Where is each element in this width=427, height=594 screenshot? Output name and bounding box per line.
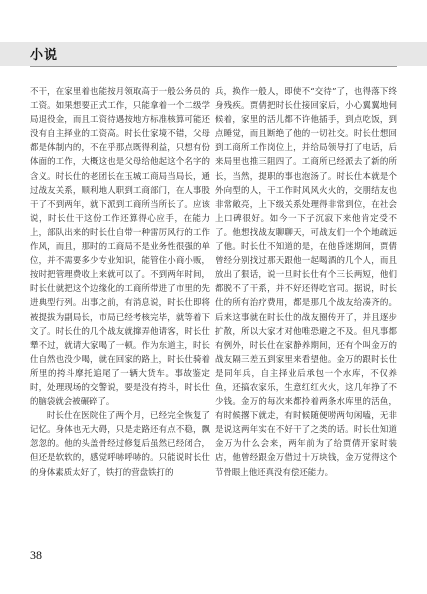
page-number: 38 — [30, 548, 42, 562]
paragraph-right-1: 兵，换作一般人，即使不“交待”了，也得落下终身残疾。贾倩把时长仕接回家后，小心翼翼地伺候着，家里的活儿都不许他插手，到点吃饭，到点睡觉，而且断绝了他的一切社交。时长仕想回到工商所工作岗位上，并给局领导打了电话，后来局里也推三阻四了。工商所已经派去了新的所长，当然，提职的事也泡汤了。时长仕本就是个外向型的人，干工作时风风火火的，交朋结友也非常敞亮，上下级关系处理得非常到位，在社会上口碑很好。如今一下子沉寂下来他肯定受不了。他想找战友聊聊天，可战友们一个个地疏远了他。时长仕不知道的是，在他昏迷期间，贾倩曾经分别找过那天跟他一起喝酒的几个人，而且放出了狠话，说一旦时长仕有个三长两短，他们都脱不了干系，并不好还得吃官司。据说，时长仕的所有治疗费用，都是那几个战友给凑齐的。后来这事就在时长仕的战友圈传开了，并且逐步扩散，所以大家才对他唯恐避之不及。但凡事都有例外，时长仕在家静养期间，还有个叫金万的战友隔三差五到家里来看望他。金万的跟时长仕是同年兵，自主择业后承包一个水库，不仅养鱼，还搞农家乐，生意红红火火，这几年挣了不少钱。金万的每次来都拎着两条水库里的活鱼，有时候撂下就走，有时候随便唠两句闲嗑，无非是说这两年实在不好干了之类的话。时长仕知道金万为什么会来，两年前为了给贾倩开家时装店，他曾经跟金万借过十万块钱，金万觉得这个节骨眼上他还真没有偿还能力。 — [215, 86, 397, 477]
paragraph-left-2: 时长仕在医院住了两个月，已经完全恢复了记忆。身体也无大碍，只是走路还有点不稳，飘忽忽的。他的头盖骨经过修复后虽然已经闭合，但还是软软的，感觉呼哧呼哧的。只能说时长仕的身体素质太好了，铁打的营盘铁打的 — [30, 410, 210, 477]
section-label: 小说 — [30, 48, 59, 63]
header-band — [0, 42, 427, 66]
paragraph-left-1: 不干，在家里着也能按月领取高于一般公务员的工资。如果想要正式工作，只能拿着一个二级学局退役金，而且工资待遇按地方标准核算可能还没有自主择业的工资高。时长仕家境不错，父母都是体制内的，不在乎那点既得利益，只想有份体面的工作，大概这也是父母给他起这个名字的含义。时长仕的老团长在玉城工商局当局长，通过战友关系，顺利地人职到工商部门，在人事股干了不到两年，就下派到工商所当所长了。应该说，时长仕干这份工作还算得心应手，在能力上，部队出来的时长仕自带一种雷厉风行的工作作风，而且，那时的工商局不是业务性很强的单位，并不需要多少专业知识，能管住小商小贩，按时把管理费收上来就可以了。不到两年时间，时长仕就把这个边缘化的工商所带进了市里的先进典型行列。出事之前，有消息说，时长仕即将被提拔为副局长，市局已经考核完毕，就等着下文了。时长仕的几个战友就撺弄他请客，时长仕犟不过，就请大家喝了一顿。作为东道主，时长仕自然也没少喝，就在回家的路上，时长仕骑着所里的挎斗摩托追尾了一辆大货车。事故鉴定时，处理现场的交警说，要是没有挎斗，时长仕的脑袋就会被碾碎了。 — [30, 86, 210, 407]
left-column — [30, 84, 210, 479]
header-rule — [30, 66, 397, 67]
right-column — [215, 84, 397, 479]
